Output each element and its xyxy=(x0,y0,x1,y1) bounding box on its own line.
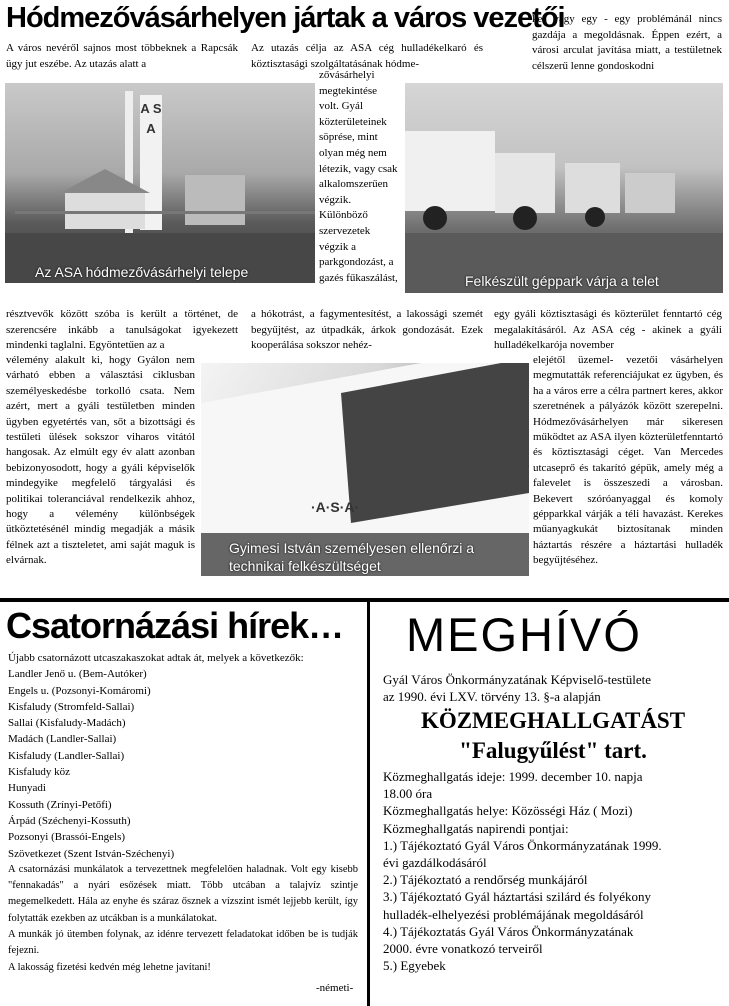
article1-right-col: elejétől üzemel- vezetői vásárhelyen megmutatták referenciájukat ez ügyben, és ha a város erre a célra partnert keres, akkor szeretnének a pályázók között szerepelni. Hódmezővásárhelyen már sikeresen működtet az ASA ilyen közterületfenntartó és köztisztasági céget. Van Mercedes utcaseprő és takarító gépük, amely még a falevelet is összeszedi a városban. Bekevert szóróanyaggal és komoly gépparkkal várják a téli havazást. Kerekes műanyagkukát biztosítanak minden háztartás részére a háztartási hulladék begyűjtéséhez. xyxy=(533,354,723,567)
invitation-line: évi gazdálkodásáról xyxy=(383,855,487,871)
article1-col2-top: Az utazás célja az ASA cég hulladékelkaró és köztisztasági szolgáltatásának hódme- xyxy=(251,42,483,70)
machinery-image xyxy=(405,83,723,293)
invitation-line: Közmeghallgatás ideje: 1999. december 10. napja xyxy=(383,769,643,784)
street-item: Pozsonyi (Brassói-Engels) xyxy=(8,831,126,844)
invitation-title: MEGHÍVÓ xyxy=(406,608,642,661)
truck-logo-text: ·A·S·A· xyxy=(311,499,360,515)
section-divider xyxy=(0,598,729,602)
article2-headline: Csatornázási hírek… xyxy=(6,605,344,646)
street-item: Landler Jenő u. (Bem-Autóker) xyxy=(8,668,147,681)
photo1-caption: Az ASA hódmezővásárhelyi telepe xyxy=(35,264,249,280)
invitation-intro xyxy=(383,671,651,705)
street-item: Szövetkezet (Szent István-Széchenyi) xyxy=(8,847,175,860)
street-item: Kisfaludy (Stromfeld-Sallai) xyxy=(8,700,135,713)
article1-col1-top: A város nevéről sajnos most többeknek a Rapcsák ügy jut eszébe. Az utazás alatt a xyxy=(6,42,238,70)
column-divider xyxy=(367,602,370,1006)
photo-asa-site xyxy=(5,83,315,283)
photo-machinery xyxy=(405,83,723,293)
article1-left-col: vélemény alakult ki, hogy Gyálon nem várható ebben a választási ciklusban személyeskedésbe torkolló csata. Nem azért, mert a gyáli testületben minden ügyben egyetértés van, sőt a bizottsági és testületi ülések sokszor viharos vitától hangosak. Az elmúlt egy év alatt azonban bebizonyosodott, hogy a gyáli képviselők mindegyike megfelelő tárgyalási és politikai toleranciával rendelkezik ahhoz, hogy a vélemény különbségek ütköztetésénél mindig megadják a másik félnek azt a tiszteletet, ami saját maguk is elvárnak. xyxy=(6,354,195,567)
article1-narrow-col: zővásárhelyi megtekintése volt. Gyál közterületeinek söprése, mint olyan még nem létezik, vagy csak alkalomszerűen végzik. Különböző szervezetek végzik a parkgondozást, a gazés fűkaszálást, xyxy=(319,69,398,284)
street-item: Engels u. (Pozsonyi-Komáromi) xyxy=(8,684,151,697)
article2-intro: Újabb csatornázott utcaszakaszokat adtak át, melyek a következők: xyxy=(8,652,304,664)
street-item: Sallai (Kisfaludy-Madách) xyxy=(8,717,126,730)
street-item: Kisfaludy (Landler-Sallai) xyxy=(8,749,125,762)
street-item: Kossuth (Zrínyi-Petőfi) xyxy=(8,798,112,811)
street-list xyxy=(8,666,358,862)
article1-mid-col3: egy gyáli köztisztasági és közterület fenntartó cég megalakításáról. Az ASA cég - akinek a gyáli hulladékelkarója november xyxy=(494,308,722,352)
photo3-caption: Gyimesi István személyesen ellenőrzi a technikai felkészültséget xyxy=(229,540,475,574)
invitation-line: Közmeghallgatás napirendi pontjai: xyxy=(383,820,569,836)
invitation-line: 1.) Tájékoztató Gyál Város Önkormányzatának 1999. xyxy=(383,837,662,853)
article1-mid-col2: a hókotrást, a fagymentesítést, a lakossági szemét begyűjtést, az útpadkák, árkok gondozását. Ezek kooperálása sokszor nehéz- xyxy=(251,308,483,352)
article2-signature: -németi- xyxy=(316,982,354,994)
asa-sign-text: A S A xyxy=(140,101,162,136)
article1-headline: Hódmezővásárhelyen jártak a város vezetői xyxy=(6,2,565,34)
invitation-line: 5.) Egyebek xyxy=(383,958,446,974)
invitation-heading1: KÖZMEGHALLGATÁST xyxy=(420,708,686,733)
invitation-line: 4.) Tájékoztatás Gyál Város Önkormányzatának xyxy=(383,923,634,939)
invitation-intro-line1: Gyál Város Önkormányzatának Képviselő-testülete xyxy=(383,672,651,687)
article2-text xyxy=(8,650,358,976)
article2-body2: A munkák jó ütemben folynak, az idénre tervezett feladatokat időben be is tudják fejezni. xyxy=(8,929,358,957)
invitation-line: 3.) Tájékoztató Gyál háztartási szilárd és folyékony xyxy=(383,889,651,905)
article1-col3-top: kes vagy egy - egy problémánál nincs gazdája a megoldásnak. Éppen ezért, a városi arculat javítása miatt, a testületnek célszerű lenne gondoskodni xyxy=(532,13,722,72)
article2-body3: A lakosság fizetési kedvén még lehetne javítani! xyxy=(8,961,211,973)
invitation-agenda xyxy=(383,768,723,974)
street-item: Árpád (Széchenyi-Kossuth) xyxy=(8,814,131,827)
invitation-heading2: "Falugyűlést" tart. xyxy=(459,738,647,763)
invitation-line: Közmeghallgatás helye: Közösségi Ház ( Mozi) xyxy=(383,803,633,819)
photo-truck-inspection xyxy=(201,363,529,576)
invitation-line: hulladék-elhelyezési problémájának megoldásáról xyxy=(383,906,644,922)
street-item: Hunyadi xyxy=(8,782,46,795)
article2-body: A csatornázási munkálatok a tervezettnek megfelelően haladnak. Volt egy kisebb "fennakadás" a nyári esőzések miatt. Több utcában a talajvíz szintje megemelkedett. Hála az enyhe és száraz ősznek a vízszint ismét lejjebb került, így folytatták ezekben az utcákban is a munkálatokat. xyxy=(8,863,358,924)
photo2-caption: Felkészült géppark várja a telet xyxy=(465,273,659,289)
invitation-line: 18.00 óra xyxy=(383,786,433,802)
street-item: Madách (Landler-Sallai) xyxy=(8,733,117,746)
street-item: Kisfaludy köz xyxy=(8,766,71,779)
article1-mid-col1: résztvevők között szóba is került a történet, de szerencsére inkább a tanulságokat igyekezett mindenki taglalni. Egyöntetűen az a xyxy=(6,308,238,352)
invitation-line: 2.) Tájékoztató a rendőrség munkájáról xyxy=(383,872,588,888)
invitation-intro-line2: az 1990. évi LXV. törvény 13. §-a alapján xyxy=(383,689,601,705)
invitation-line: 2000. évre vonatkozó terveiről xyxy=(383,941,543,957)
